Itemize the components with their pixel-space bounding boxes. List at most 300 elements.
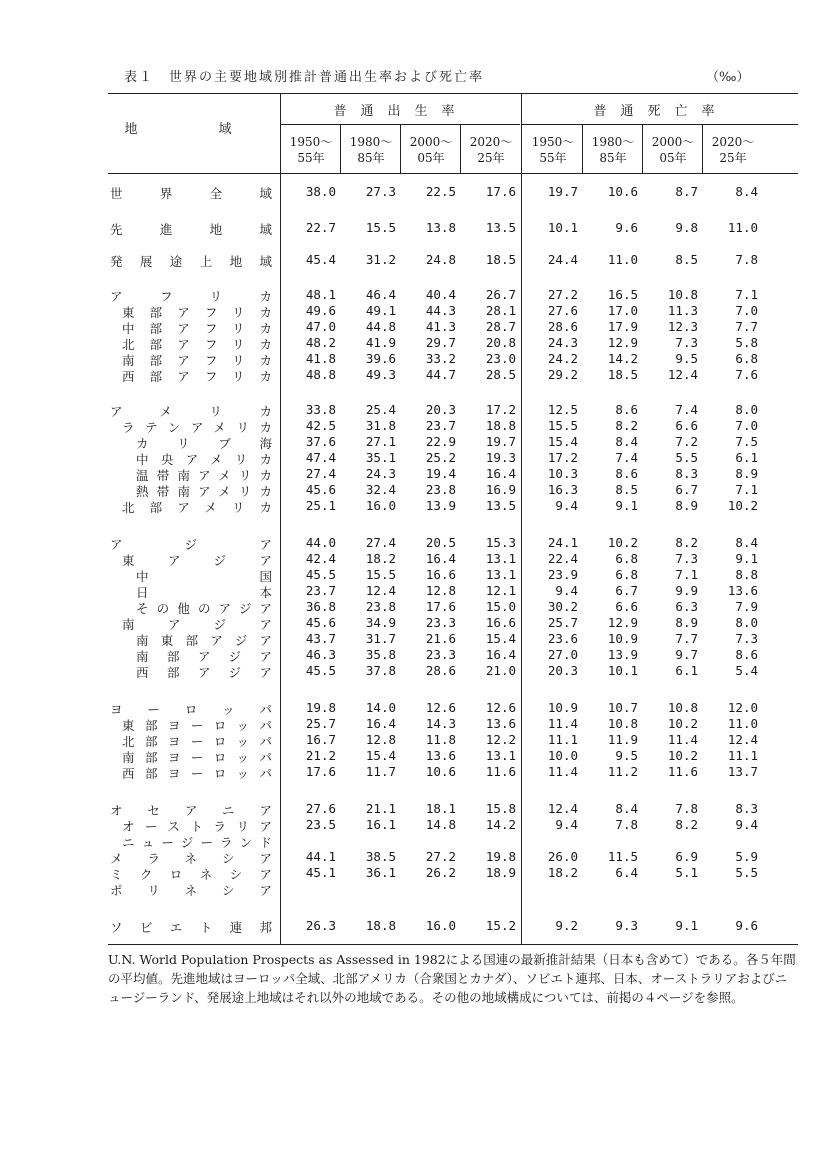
rate-cell: 22.5 bbox=[425, 184, 456, 199]
rate-cell: 7.1 bbox=[735, 482, 758, 497]
table-row bbox=[0, 220, 827, 236]
rate-cell: 39.6 bbox=[365, 351, 396, 366]
rate-cell: 35.8 bbox=[365, 647, 396, 662]
rate-cell: 24.4 bbox=[547, 252, 578, 267]
rate-cell: 28.1 bbox=[485, 303, 516, 318]
rate-cell: 16.3 bbox=[547, 482, 578, 497]
rate-cell: 11.4 bbox=[547, 716, 578, 731]
rate-cell: 23.5 bbox=[305, 817, 336, 832]
rate-cell: 9.4 bbox=[555, 498, 578, 513]
rate-cell: 45.5 bbox=[305, 663, 336, 678]
rate-cell: 16.1 bbox=[365, 817, 396, 832]
table-row bbox=[0, 716, 827, 732]
region-name: 南部アジア bbox=[136, 649, 272, 664]
rate-cell: 45.6 bbox=[305, 615, 336, 630]
rate-cell: 23.7 bbox=[305, 583, 336, 598]
rate-cell: 19.4 bbox=[425, 466, 456, 481]
rate-cell: 10.3 bbox=[547, 466, 578, 481]
rate-cell: 27.4 bbox=[305, 466, 336, 481]
region-name: 西部アジア bbox=[136, 665, 272, 680]
rate-cell: 10.1 bbox=[607, 663, 638, 678]
rate-cell: 31.2 bbox=[365, 252, 396, 267]
rate-cell: 6.9 bbox=[675, 849, 698, 864]
rate-cell: 23.6 bbox=[547, 631, 578, 646]
rate-cell: 24.8 bbox=[425, 252, 456, 267]
rate-cell: 46.4 bbox=[365, 287, 396, 302]
rate-cell: 9.6 bbox=[615, 220, 638, 235]
rate-cell: 12.6 bbox=[485, 700, 516, 715]
rate-cell: 6.8 bbox=[615, 551, 638, 566]
rate-cell: 27.3 bbox=[365, 184, 396, 199]
rate-cell: 18.2 bbox=[547, 865, 578, 880]
rate-cell: 21.0 bbox=[485, 663, 516, 678]
region-name: ニュージーランド bbox=[122, 835, 272, 850]
table-row bbox=[0, 631, 827, 647]
rate-cell: 36.8 bbox=[305, 599, 336, 614]
rate-cell: 17.6 bbox=[305, 764, 336, 779]
table-row bbox=[0, 647, 827, 663]
table-row bbox=[0, 303, 827, 319]
rate-cell: 25.7 bbox=[547, 615, 578, 630]
rate-cell: 11.0 bbox=[727, 220, 758, 235]
rate-cell: 40.4 bbox=[425, 287, 456, 302]
rate-cell: 7.7 bbox=[675, 631, 698, 646]
table-row bbox=[0, 252, 827, 268]
rate-cell: 7.8 bbox=[675, 801, 698, 816]
rate-cell: 12.6 bbox=[425, 700, 456, 715]
period-header: 1980～ 85年 bbox=[349, 135, 393, 165]
rate-cell: 14.2 bbox=[485, 817, 516, 832]
rate-cell: 27.4 bbox=[365, 535, 396, 550]
rate-cell: 12.9 bbox=[607, 615, 638, 630]
rate-cell: 9.3 bbox=[615, 918, 638, 933]
table-row bbox=[0, 351, 827, 367]
rate-cell: 12.4 bbox=[547, 801, 578, 816]
rate-cell: 15.3 bbox=[485, 535, 516, 550]
rate-cell: 47.0 bbox=[305, 319, 336, 334]
rate-cell: 8.7 bbox=[675, 184, 698, 199]
table-row bbox=[0, 801, 827, 817]
rate-cell: 5.9 bbox=[735, 849, 758, 864]
rate-cell: 28.6 bbox=[547, 319, 578, 334]
rate-cell: 24.3 bbox=[547, 335, 578, 350]
rate-cell: 27.0 bbox=[547, 647, 578, 662]
rate-cell: 48.8 bbox=[305, 367, 336, 382]
rate-cell: 27.1 bbox=[365, 434, 396, 449]
rate-cell: 8.8 bbox=[735, 567, 758, 582]
rate-cell: 13.8 bbox=[425, 220, 456, 235]
rate-cell: 5.5 bbox=[675, 450, 698, 465]
region-name: ラテンアメリカ bbox=[122, 420, 272, 435]
rate-cell: 16.4 bbox=[485, 647, 516, 662]
rate-cell: 17.2 bbox=[485, 402, 516, 417]
rate-cell: 9.7 bbox=[675, 647, 698, 662]
region-name: 熱帯南アメリカ bbox=[136, 484, 272, 499]
rate-cell: 12.8 bbox=[365, 732, 396, 747]
rate-cell: 9.4 bbox=[555, 817, 578, 832]
rate-cell: 12.3 bbox=[667, 319, 698, 334]
rate-cell: 19.3 bbox=[485, 450, 516, 465]
rate-cell: 8.0 bbox=[735, 615, 758, 630]
rate-cell: 10.2 bbox=[667, 716, 698, 731]
table-row bbox=[0, 418, 827, 434]
rate-cell: 8.9 bbox=[675, 615, 698, 630]
rate-cell: 37.6 bbox=[305, 434, 336, 449]
rate-cell: 20.3 bbox=[425, 402, 456, 417]
rate-cell: 18.8 bbox=[485, 418, 516, 433]
rate-cell: 49.1 bbox=[365, 303, 396, 318]
rate-cell: 27.6 bbox=[305, 801, 336, 816]
region-name: 西部アフリカ bbox=[122, 369, 272, 384]
rate-cell: 15.4 bbox=[485, 631, 516, 646]
table-row bbox=[0, 817, 827, 833]
rate-cell: 26.0 bbox=[547, 849, 578, 864]
rate-cell: 8.4 bbox=[615, 801, 638, 816]
rate-cell: 28.5 bbox=[485, 367, 516, 382]
rate-cell: 12.9 bbox=[607, 335, 638, 350]
header-bottom-rule bbox=[108, 173, 798, 174]
rate-cell: 12.0 bbox=[727, 700, 758, 715]
table-row bbox=[0, 764, 827, 780]
rate-cell: 20.8 bbox=[485, 335, 516, 350]
rate-cell: 48.1 bbox=[305, 287, 336, 302]
rate-cell: 12.1 bbox=[485, 583, 516, 598]
rate-cell: 24.1 bbox=[547, 535, 578, 550]
rate-cell: 11.0 bbox=[607, 252, 638, 267]
period-header: 1950～ 55年 bbox=[531, 135, 575, 165]
rate-cell: 15.5 bbox=[365, 567, 396, 582]
rate-cell: 15.5 bbox=[547, 418, 578, 433]
rate-cell: 13.6 bbox=[727, 583, 758, 598]
table-row bbox=[0, 450, 827, 466]
rate-cell: 14.2 bbox=[607, 351, 638, 366]
rate-cell: 31.8 bbox=[365, 418, 396, 433]
table-row bbox=[0, 615, 827, 631]
rate-cell: 45.1 bbox=[305, 865, 336, 880]
rate-cell: 6.6 bbox=[675, 418, 698, 433]
rate-cell: 11.2 bbox=[607, 764, 638, 779]
rate-cell: 18.8 bbox=[365, 918, 396, 933]
rate-cell: 7.8 bbox=[735, 252, 758, 267]
table-row bbox=[0, 335, 827, 351]
rate-cell: 48.2 bbox=[305, 335, 336, 350]
rate-cell: 7.3 bbox=[675, 551, 698, 566]
rate-cell: 9.9 bbox=[675, 583, 698, 598]
rate-cell: 21.6 bbox=[425, 631, 456, 646]
rate-cell: 6.7 bbox=[675, 482, 698, 497]
rate-cell: 16.5 bbox=[607, 287, 638, 302]
rate-cell: 17.0 bbox=[607, 303, 638, 318]
rate-cell: 18.9 bbox=[485, 865, 516, 880]
region-name: アフリカ bbox=[110, 289, 272, 304]
rate-cell: 8.9 bbox=[675, 498, 698, 513]
rate-cell: 19.8 bbox=[305, 700, 336, 715]
rate-cell: 5.8 bbox=[735, 335, 758, 350]
table-row bbox=[0, 184, 827, 200]
rate-cell: 13.5 bbox=[485, 498, 516, 513]
rate-cell: 11.1 bbox=[547, 732, 578, 747]
rate-cell: 11.8 bbox=[425, 732, 456, 747]
rate-cell: 5.1 bbox=[675, 865, 698, 880]
rate-cell: 27.2 bbox=[425, 849, 456, 864]
region-name: アメリカ bbox=[110, 404, 272, 419]
rate-cell: 18.2 bbox=[365, 551, 396, 566]
region-name: メラネシア bbox=[110, 851, 272, 866]
death-rate-header: 普通死亡率 bbox=[593, 104, 729, 119]
rate-cell: 6.7 bbox=[615, 583, 638, 598]
table-row bbox=[0, 567, 827, 583]
rate-cell: 41.8 bbox=[305, 351, 336, 366]
region-name: オーストラリア bbox=[122, 819, 272, 834]
rate-cell: 11.6 bbox=[667, 764, 698, 779]
rate-cell: 44.0 bbox=[305, 535, 336, 550]
rate-cell: 8.5 bbox=[615, 482, 638, 497]
rate-cell: 7.0 bbox=[735, 303, 758, 318]
region-name: 北部アフリカ bbox=[122, 337, 272, 352]
rate-cell: 10.1 bbox=[547, 220, 578, 235]
region-name: 北部ヨーロッパ bbox=[122, 734, 272, 749]
rate-cell: 29.2 bbox=[547, 367, 578, 382]
rate-cell: 8.6 bbox=[615, 466, 638, 481]
birth-rate-header: 普通出生率 bbox=[333, 104, 469, 119]
rate-cell: 7.3 bbox=[675, 335, 698, 350]
rate-cell: 42.4 bbox=[305, 551, 336, 566]
rate-cell: 9.1 bbox=[615, 498, 638, 513]
rate-cell: 13.1 bbox=[485, 748, 516, 763]
table-row bbox=[0, 599, 827, 615]
rate-cell: 49.6 bbox=[305, 303, 336, 318]
rate-cell: 6.1 bbox=[735, 450, 758, 465]
rate-cell: 11.4 bbox=[667, 732, 698, 747]
rate-cell: 26.3 bbox=[305, 918, 336, 933]
region-name: ヨーロッパ bbox=[110, 702, 272, 717]
table-row bbox=[0, 881, 827, 897]
rate-cell: 24.2 bbox=[547, 351, 578, 366]
rate-cell: 25.2 bbox=[425, 450, 456, 465]
rate-cell: 13.9 bbox=[425, 498, 456, 513]
table-row bbox=[0, 466, 827, 482]
rate-cell: 8.9 bbox=[735, 466, 758, 481]
region-name: 発展途上地域 bbox=[110, 254, 272, 269]
rate-cell: 15.0 bbox=[485, 599, 516, 614]
rate-cell: 15.4 bbox=[547, 434, 578, 449]
rate-cell: 23.8 bbox=[425, 482, 456, 497]
region-name: 南部アフリカ bbox=[122, 353, 272, 368]
rate-cell: 25.7 bbox=[305, 716, 336, 731]
rate-cell: 34.9 bbox=[365, 615, 396, 630]
table-row bbox=[0, 535, 827, 551]
rate-cell: 33.2 bbox=[425, 351, 456, 366]
rate-cell: 16.7 bbox=[305, 732, 336, 747]
rate-cell: 9.6 bbox=[735, 918, 758, 933]
rate-cell: 15.2 bbox=[485, 918, 516, 933]
region-name: ポリネシア bbox=[110, 883, 272, 898]
rate-cell: 11.9 bbox=[607, 732, 638, 747]
rate-cell: 7.8 bbox=[615, 817, 638, 832]
rate-cell: 30.2 bbox=[547, 599, 578, 614]
rate-cell: 10.6 bbox=[607, 184, 638, 199]
table-row bbox=[0, 482, 827, 498]
rate-cell: 10.7 bbox=[607, 700, 638, 715]
rate-cell: 5.4 bbox=[735, 663, 758, 678]
rate-cell: 44.1 bbox=[305, 849, 336, 864]
rate-cell: 11.6 bbox=[485, 764, 516, 779]
table-row bbox=[0, 551, 827, 567]
table-note: U.N. World Population Prospects as Assessed in 1982による国連の最新推計結果（日本も含めて）である。各５年間の平均値。先進地域はヨーロッパ全域、北部アメリカ（合衆国とカナダ）、ソビエト連邦、日本、オーストラリアおよびニュージーランド、発展途上地域はそれ以外の地域である。その他の地域構成については、前掲の４ページを参照。 bbox=[108, 952, 796, 1005]
rate-cell: 12.8 bbox=[425, 583, 456, 598]
rate-cell: 23.0 bbox=[485, 351, 516, 366]
rate-cell: 21.1 bbox=[365, 801, 396, 816]
table-row bbox=[0, 402, 827, 418]
period-header: 1950～ 55年 bbox=[289, 135, 333, 165]
table-row bbox=[0, 918, 827, 934]
region-name: ミクロネシア bbox=[110, 867, 272, 882]
rate-cell: 16.0 bbox=[365, 498, 396, 513]
rate-cell: 28.7 bbox=[485, 319, 516, 334]
rate-cell: 43.7 bbox=[305, 631, 336, 646]
rate-cell: 12.5 bbox=[547, 402, 578, 417]
rate-cell: 42.5 bbox=[305, 418, 336, 433]
rate-cell: 27.2 bbox=[547, 287, 578, 302]
rate-cell: 14.0 bbox=[365, 700, 396, 715]
rate-cell: 8.4 bbox=[735, 184, 758, 199]
rate-cell: 12.4 bbox=[727, 732, 758, 747]
rate-cell: 38.0 bbox=[305, 184, 336, 199]
region-name: 東アジア bbox=[122, 553, 272, 568]
rate-cell: 23.9 bbox=[547, 567, 578, 582]
table-row bbox=[0, 700, 827, 716]
rate-cell: 9.4 bbox=[555, 583, 578, 598]
rate-cell: 8.6 bbox=[615, 402, 638, 417]
table-row bbox=[0, 319, 827, 335]
rate-cell: 18.5 bbox=[607, 367, 638, 382]
region-name: 北部アメリカ bbox=[122, 500, 272, 515]
table-row bbox=[0, 663, 827, 679]
rate-cell: 37.8 bbox=[365, 663, 396, 678]
rate-cell: 8.3 bbox=[735, 801, 758, 816]
rate-cell: 7.5 bbox=[735, 434, 758, 449]
table-row bbox=[0, 748, 827, 764]
rate-cell: 10.8 bbox=[667, 700, 698, 715]
rate-cell: 7.7 bbox=[735, 319, 758, 334]
rate-cell: 23.8 bbox=[365, 599, 396, 614]
period-header: 2000～ 05年 bbox=[409, 135, 453, 165]
table-row bbox=[0, 498, 827, 514]
rate-cell: 7.4 bbox=[615, 450, 638, 465]
group-rule-death bbox=[522, 124, 798, 125]
rate-cell: 15.4 bbox=[365, 748, 396, 763]
rate-cell: 22.4 bbox=[547, 551, 578, 566]
region-name: その他のアジア bbox=[136, 601, 272, 616]
rate-cell: 8.2 bbox=[675, 817, 698, 832]
region-name: 東部アフリカ bbox=[122, 305, 272, 320]
region-name: ソビエト連邦 bbox=[110, 920, 272, 935]
rate-cell: 47.4 bbox=[305, 450, 336, 465]
rate-cell: 23.7 bbox=[425, 418, 456, 433]
rate-cell: 6.3 bbox=[675, 599, 698, 614]
rate-cell: 11.1 bbox=[727, 748, 758, 763]
rate-cell: 10.9 bbox=[607, 631, 638, 646]
table-row bbox=[0, 583, 827, 599]
col-divider-d2 bbox=[642, 124, 643, 173]
rate-cell: 7.4 bbox=[675, 402, 698, 417]
rate-cell: 20.5 bbox=[425, 535, 456, 550]
period-header: 1980～ 85年 bbox=[591, 135, 635, 165]
region-name: 南アジア bbox=[122, 617, 272, 632]
rate-cell: 10.9 bbox=[547, 700, 578, 715]
rate-cell: 25.1 bbox=[305, 498, 336, 513]
rate-cell: 6.1 bbox=[675, 663, 698, 678]
region-name: オセアニア bbox=[110, 803, 272, 818]
rate-cell: 10.2 bbox=[727, 498, 758, 513]
region-name: 日本 bbox=[136, 585, 272, 600]
col-divider-b2 bbox=[400, 124, 401, 173]
region-name: 先進地域 bbox=[110, 222, 272, 237]
rate-cell: 49.3 bbox=[365, 367, 396, 382]
rate-cell: 12.2 bbox=[485, 732, 516, 747]
rate-cell: 16.4 bbox=[485, 466, 516, 481]
rate-cell: 8.0 bbox=[735, 402, 758, 417]
rate-cell: 9.5 bbox=[675, 351, 698, 366]
rate-cell: 26.7 bbox=[485, 287, 516, 302]
rate-cell: 25.4 bbox=[365, 402, 396, 417]
rate-cell: 13.1 bbox=[485, 551, 516, 566]
region-name: 世界全域 bbox=[110, 186, 272, 201]
col-divider-b3 bbox=[460, 124, 461, 173]
rate-cell: 11.4 bbox=[547, 764, 578, 779]
region-name: 南部ヨーロッパ bbox=[122, 750, 272, 765]
rate-cell: 14.3 bbox=[425, 716, 456, 731]
rate-cell: 19.7 bbox=[485, 434, 516, 449]
top-rule bbox=[108, 93, 798, 94]
rate-cell: 16.9 bbox=[485, 482, 516, 497]
rate-cell: 7.6 bbox=[735, 367, 758, 382]
rate-cell: 36.1 bbox=[365, 865, 396, 880]
rate-cell: 18.5 bbox=[485, 252, 516, 267]
rate-cell: 44.3 bbox=[425, 303, 456, 318]
rate-cell: 31.7 bbox=[365, 631, 396, 646]
rate-cell: 35.1 bbox=[365, 450, 396, 465]
region-header: 地 域 bbox=[124, 122, 266, 137]
rate-cell: 44.8 bbox=[365, 319, 396, 334]
rate-cell: 7.0 bbox=[735, 418, 758, 433]
rate-cell: 20.3 bbox=[547, 663, 578, 678]
rate-cell: 14.8 bbox=[425, 817, 456, 832]
rate-cell: 13.7 bbox=[727, 764, 758, 779]
rate-cell: 18.1 bbox=[425, 801, 456, 816]
period-header: 2000～ 05年 bbox=[651, 135, 695, 165]
rate-cell: 38.5 bbox=[365, 849, 396, 864]
rate-cell: 9.5 bbox=[615, 748, 638, 763]
rate-cell: 10.6 bbox=[425, 764, 456, 779]
rate-cell: 19.8 bbox=[485, 849, 516, 864]
rate-cell: 45.4 bbox=[305, 252, 336, 267]
rate-cell: 17.2 bbox=[547, 450, 578, 465]
table-row bbox=[0, 732, 827, 748]
table-row bbox=[0, 833, 827, 849]
rate-cell: 33.8 bbox=[305, 402, 336, 417]
rate-cell: 23.3 bbox=[425, 615, 456, 630]
region-name: 西部ヨーロッパ bbox=[122, 766, 272, 781]
period-header: 2020～ 25年 bbox=[711, 135, 755, 165]
rate-cell: 8.5 bbox=[675, 252, 698, 267]
rate-cell: 11.0 bbox=[727, 716, 758, 731]
col-divider-d1 bbox=[582, 124, 583, 173]
rate-cell: 16.6 bbox=[485, 615, 516, 630]
rate-cell: 17.9 bbox=[607, 319, 638, 334]
table-row bbox=[0, 865, 827, 881]
rate-cell: 9.1 bbox=[675, 918, 698, 933]
